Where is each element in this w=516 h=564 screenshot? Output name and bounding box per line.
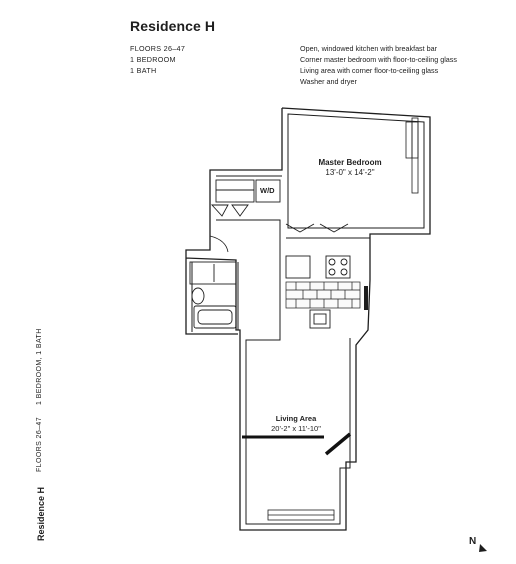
north-arrow-icon <box>479 544 487 552</box>
north-label: N <box>469 536 477 547</box>
breakfast-bar <box>286 282 360 308</box>
spec-baths: 1 BATH <box>130 66 157 75</box>
feature-laundry: Washer and dryer <box>300 77 357 86</box>
living-area-label: Living Area <box>275 414 317 423</box>
living-window <box>268 510 334 520</box>
feature-bedroom: Corner master bedroom with floor-to-ceiling glass <box>300 55 457 64</box>
bedroom-window <box>406 118 418 193</box>
feature-kitchen: Open, windowed kitchen with breakfast bar <box>300 44 438 53</box>
living-area-dims: 20'-2" x 11'-10" <box>271 424 321 433</box>
spec-bedrooms: 1 BEDROOM <box>130 55 176 64</box>
vertical-floors: FLOORS 26–47 <box>36 417 43 472</box>
feature-living: Living area with corner floor-to-ceiling glass <box>300 66 439 75</box>
kitchen-column <box>364 286 368 310</box>
master-bedroom-dims: 13'-0" x 14'-2" <box>325 168 375 177</box>
bedroom-closet <box>286 224 370 238</box>
spec-floors: FLOORS 26–47 <box>130 44 186 53</box>
entry-door <box>210 236 228 252</box>
washer-dryer-label: W/D <box>260 186 275 195</box>
vertical-bed-bath: 1 BEDROOM, 1 BATH <box>36 328 43 405</box>
living-angled-wall <box>326 434 350 454</box>
vertical-residence-title: Residence H <box>36 486 46 541</box>
plan-outer-wall <box>186 108 430 530</box>
bathroom <box>190 262 236 328</box>
residence-title: Residence H <box>130 18 216 34</box>
master-bedroom-label: Master Bedroom <box>318 158 382 167</box>
